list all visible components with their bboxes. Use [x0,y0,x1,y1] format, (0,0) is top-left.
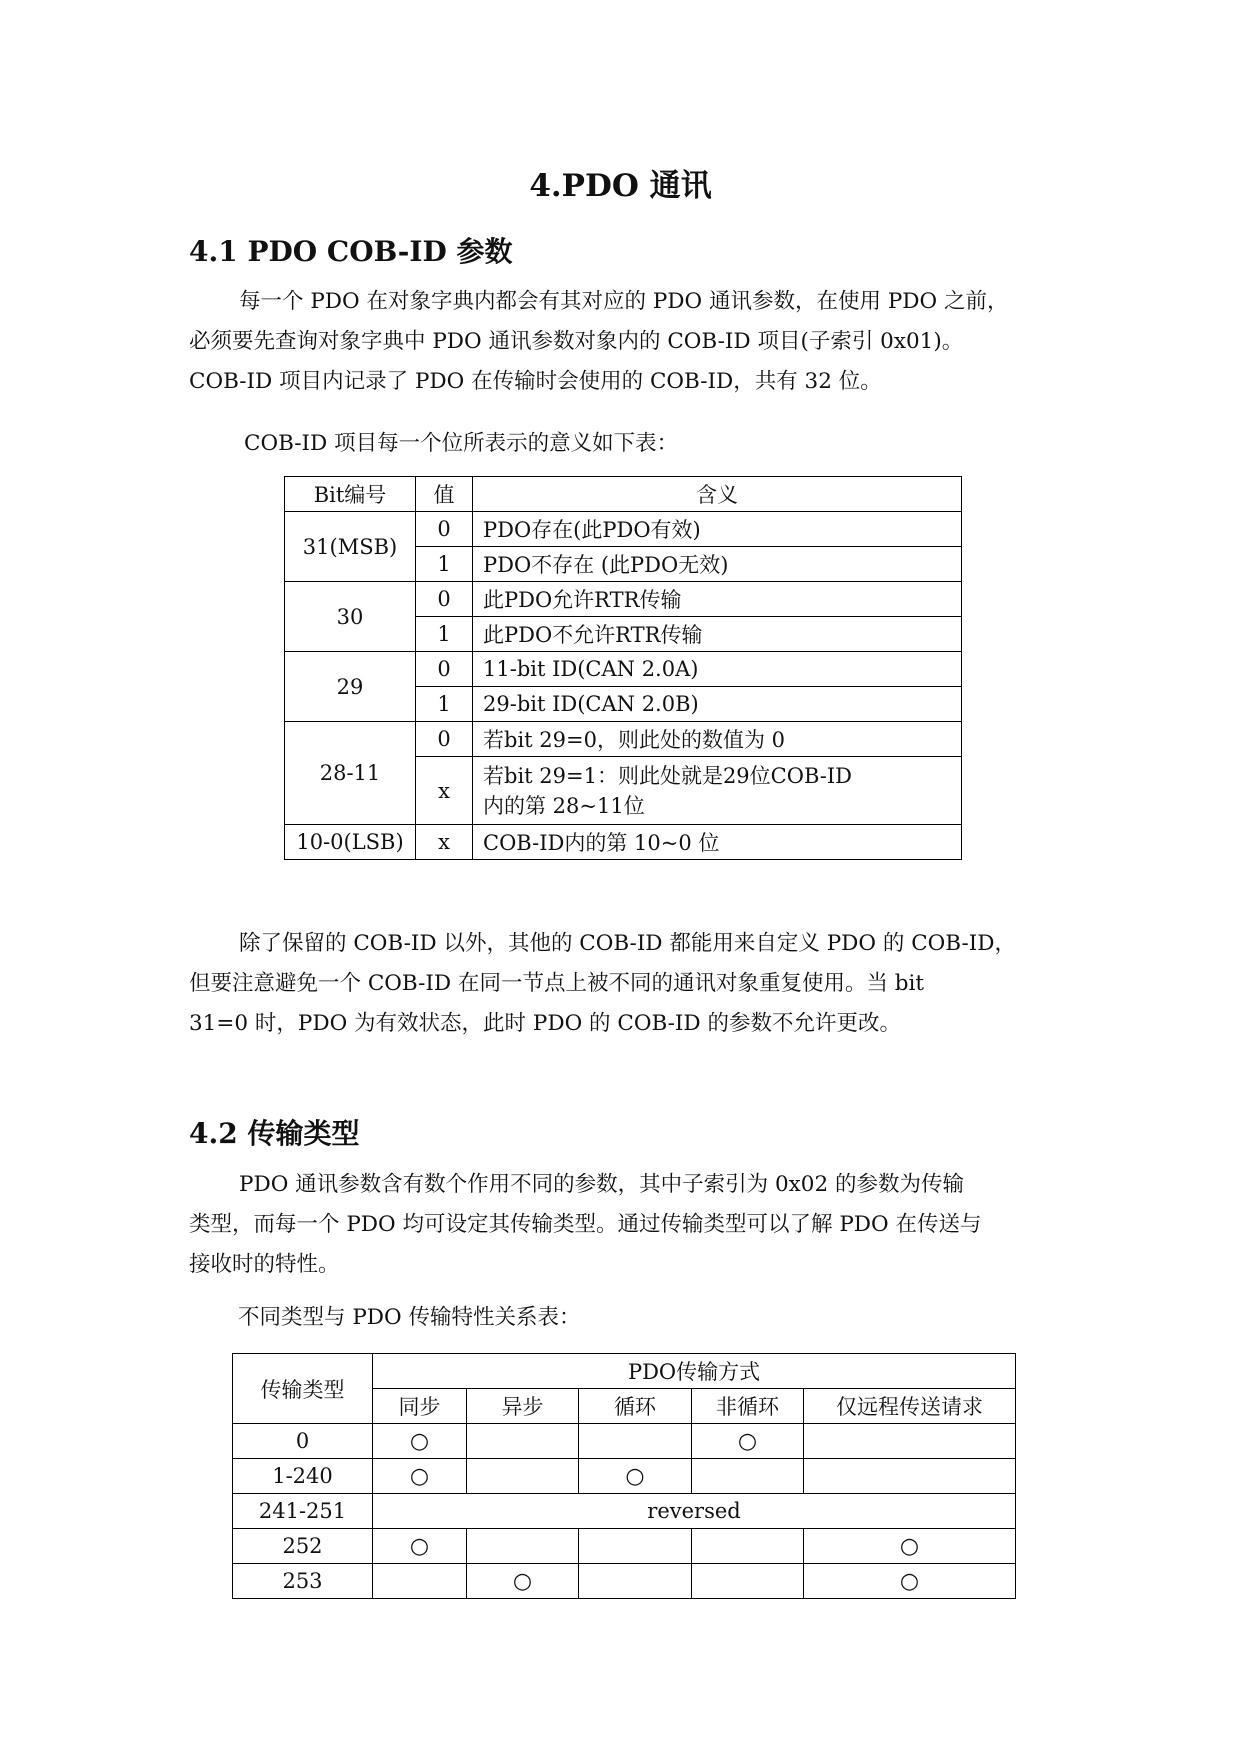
section-heading-4-1: 4.1 PDO COB-ID 参数 [189,235,513,268]
mark-cell [467,1459,579,1494]
mark-cell: ○ [373,1424,467,1459]
table-row [285,582,962,617]
paragraph-line: COB-ID 项目内记录了 PDO 在传输时会使用的 COB-ID，共有 32 位。 [189,369,882,394]
meaning-cell: 此PDO不允许RTR传输 [473,617,962,652]
table-row [233,1424,1016,1459]
value-cell: x [416,757,473,825]
mark-cell [692,1564,804,1599]
reversed-cell: reversed [373,1494,1016,1529]
mark-cell [579,1564,692,1599]
mark-cell [467,1529,579,1564]
table-row [285,652,962,687]
mark-cell [692,1529,804,1564]
meaning-cell: PDO不存在 (此PDO无效) [473,547,962,582]
mark-cell [467,1424,579,1459]
value-cell: 0 [416,652,473,687]
table2-caption: 不同类型与 PDO 传输特性关系表： [238,1305,581,1330]
section-heading-4-2: 4.2 传输类型 [189,1117,360,1150]
type-cell: 253 [233,1564,373,1599]
column-header-cell: 非循环 [692,1389,804,1424]
meaning-line: 内的第 28~11位 [483,793,645,818]
mark-cell: ○ [804,1564,1016,1599]
meaning-line: 若bit 29=1：则此处就是29位COB-ID [483,763,853,788]
mark-cell [804,1459,1016,1494]
paragraph-line: 除了保留的 COB-ID 以外，其他的 COB-ID 都能用来自定义 PDO 的 COB-ID， [239,931,1016,956]
paragraph-line: 接收时的特性。 [189,1252,340,1277]
meaning-cell: PDO存在(此PDO有效) [473,512,962,547]
mark-cell: ○ [467,1564,579,1599]
mark-cell [373,1564,467,1599]
table-row [285,722,962,757]
mark-cell [579,1424,692,1459]
transmission-type-table [232,1353,1016,1599]
row-header-cell: 传输类型 [233,1354,373,1424]
meaning-cell: COB-ID内的第 10~0 位 [473,825,962,860]
table-row [285,825,962,860]
table-row [233,1564,1016,1599]
type-cell: 252 [233,1529,373,1564]
table-header-row [233,1354,1016,1389]
table-row [285,512,962,547]
mark-cell: ○ [804,1529,1016,1564]
value-cell: x [416,825,473,860]
paragraph-line: 类型，而每一个 PDO 均可设定其传输类型。通过传输类型可以了解 PDO 在传送与 [189,1212,982,1237]
meaning-cell: 此PDO允许RTR传输 [473,582,962,617]
mark-cell [692,1459,804,1494]
value-cell: 1 [416,687,473,722]
mark-cell [579,1529,692,1564]
header-cell: 含义 [473,477,962,512]
value-cell: 0 [416,512,473,547]
table1-caption: COB-ID 项目每一个位所表示的意义如下表： [244,431,679,456]
meaning-cell: 29-bit ID(CAN 2.0B) [473,687,962,722]
group-header-cell: PDO传输方式 [373,1354,1016,1389]
mark-cell: ○ [373,1529,467,1564]
column-header-cell: 循环 [579,1389,692,1424]
table-row [233,1459,1016,1494]
meaning-cell [473,757,962,825]
table-row [233,1494,1016,1529]
mark-cell: ○ [373,1459,467,1494]
column-header-cell: 异步 [467,1389,579,1424]
section2-paragraph [189,1165,1069,1285]
bit-cell: 28-11 [285,722,416,825]
page-title: 4.PDO 通讯 [529,168,712,204]
type-cell: 1-240 [233,1459,373,1494]
value-cell: 0 [416,722,473,757]
type-cell: 241-251 [233,1494,373,1529]
mark-cell: ○ [692,1424,804,1459]
paragraph-line: 31=0 时，PDO 为有效状态，此时 PDO 的 COB-ID 的参数不允许更改。 [189,1011,901,1036]
value-cell: 0 [416,582,473,617]
header-cell: 值 [416,477,473,512]
paragraph-line: 但要注意避免一个 COB-ID 在同一节点上被不同的通讯对象重复使用。当 bit [189,971,925,996]
bit-cell: 31(MSB) [285,512,416,582]
section1-paragraph [189,282,1069,402]
bit-cell: 29 [285,652,416,722]
header-cell: Bit编号 [285,477,416,512]
type-cell: 0 [233,1424,373,1459]
table-row [233,1529,1016,1564]
paragraph-line: 必须要先查询对象字典中 PDO 通讯参数对象内的 COB-ID 项目(子索引 0x01)。 [189,329,964,354]
mark-cell: ○ [579,1459,692,1494]
paragraph-line: PDO 通讯参数含有数个作用不同的参数，其中子索引为 0x02 的参数为传输 [239,1172,964,1197]
bit-cell: 10-0(LSB) [285,825,416,860]
meaning-cell: 若bit 29=0，则此处的数值为 0 [473,722,962,757]
table-header-row [285,477,962,512]
section1-paragraph-2 [189,924,1069,1044]
meaning-cell: 11-bit ID(CAN 2.0A) [473,652,962,687]
cob-id-bit-table [284,476,962,860]
value-cell: 1 [416,547,473,582]
column-header-cell: 仅远程传送请求 [804,1389,1016,1424]
value-cell: 1 [416,617,473,652]
paragraph-line: 每一个 PDO 在对象字典内都会有其对应的 PDO 通讯参数，在使用 PDO 之前， [239,289,1009,314]
bit-cell: 30 [285,582,416,652]
column-header-cell: 同步 [373,1389,467,1424]
mark-cell [804,1424,1016,1459]
